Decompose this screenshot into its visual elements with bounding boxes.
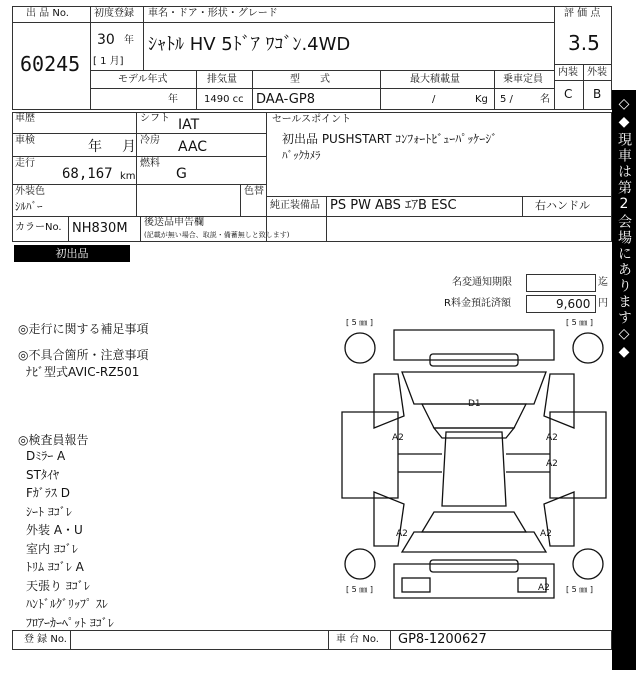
inspector-report-item: ｼｰﾄ ﾖｺﾞﾚ [26,504,72,519]
damage-mark-rear-bumper: A2 [538,583,550,593]
right-fender [544,374,574,428]
steering-value: 右ハンドル [535,199,590,212]
recycle-fee-unit: 円 [598,298,608,309]
chassis-number-label: 車 台 No. [336,634,379,645]
model-type-label: 型 式 [290,74,330,85]
registration-number-label: 登 録 No. [24,634,67,645]
capacity-value: 5 / [500,94,513,105]
lot-number: 60245 [20,52,81,76]
recycle-fee-amount: 9,600 [556,297,591,311]
exterior-label: 外装 [587,67,607,78]
left-fender [374,374,404,428]
body-left-side [342,412,398,498]
car-name: ｼｬﾄﾙ HV 5ﾄﾞｱ ﾜｺﾞﾝ.4WD [148,34,351,55]
tire-depth-bottom-right: [ 5 ㎜ ] [566,585,593,594]
defects-title: ◎不具合箇所・注意事項 [18,348,149,362]
exterior-color-value: ｼﾙﾊﾞｰ [15,200,43,213]
max-load-label: 最大積載量 [410,74,460,85]
fuel-value: G [176,166,187,182]
venue-sidebar-text [612,96,636,362]
inspector-report-item: ﾌﾛｱｰｶｰﾍﾟｯﾄ ﾖｺﾞﾚ [26,615,114,630]
mileage-unit: km [120,171,136,182]
interior-grade: C [564,87,573,101]
sidebar-message: 現車は第2会場にあります [616,132,632,326]
fuel-label: 燃料 [140,158,160,169]
rear-bumper [394,564,554,598]
score-value: 3.5 [568,31,600,55]
inspector-report-item: Dﾐﾗｰ A [26,449,66,463]
displacement-label: 排気量 [207,74,237,85]
damage-mark-roof: D1 [468,399,481,409]
color-number-value: NH830M [72,221,128,236]
first-registration-month: [ 1 月] [93,56,124,67]
chassis-number-value: GP8-1200627 [398,632,487,647]
inspection-month: 月 [122,139,136,155]
equipment-items: PS PW ABS ｴｱB ESC [330,198,457,213]
tire-front-right [573,333,603,363]
equipment-label: 純正装備品 [270,200,320,211]
damage-mark-rear-left: A2 [396,529,408,539]
mileage-value: 68,167 [62,166,113,182]
first-listing-tag: 初出品 [14,245,130,262]
front-bumper [394,330,554,360]
tire-front-left [345,333,375,363]
exterior-color-label: 外装色 [15,186,45,197]
inspector-report-item: ﾊﾝﾄﾞﾙｸﾞﾘｯﾌﾟ ｽﾚ [26,597,108,611]
footer-box [12,630,612,650]
tire-rear-right [573,549,603,579]
model-year-unit: 年 [168,94,178,105]
sidebar-bottom-marks: ◇◆ [616,326,632,362]
inspection-year: 年 [88,139,102,155]
inspector-report-item: 外装 A・U [26,523,83,537]
inspector-report-item: ﾄﾘﾑ ﾖｺﾞﾚ A [26,560,84,574]
roof [442,432,506,506]
body-right-side [550,412,606,498]
score-label: 評 価 点 [564,8,601,19]
transfer-deadline-box [526,274,596,292]
capacity-unit: 名 [540,94,550,105]
tire-rear-left [345,549,375,579]
venue-sidebar [612,90,636,670]
damage-mark-right-front-door: A2 [546,433,558,443]
max-load-unit: Kg [475,94,488,105]
max-load-value: / [432,94,436,105]
inspection-label: 車検 [15,135,35,146]
car-damage-diagram [338,316,610,628]
history-label: 車歴 [15,113,35,124]
sales-point-label: セールスポイント [272,114,352,125]
rear-window [422,512,526,532]
tire-depth-bottom-left: [ 5 ㎜ ] [346,585,373,594]
transfer-deadline-label: 名変通知期限 [452,277,512,288]
lot-label: 出 品 No. [26,8,69,19]
damage-mark-right-rear-door: A2 [546,459,558,469]
capacity-label: 乗車定員 [503,74,543,85]
inspector-report-item: Fｶﾞﾗｽ D [26,486,70,500]
tire-depth-top-left: [ 5 ㎜ ] [346,318,373,327]
model-year-label: モデル年式 [118,74,168,85]
trunk [402,532,546,552]
sidebar-top-marks: ◇◆ [616,96,632,132]
displacement-value: 1490 cc [204,94,244,105]
exterior-grade: B [593,87,602,101]
first-registration-label: 初度登録 [94,8,134,19]
ac-value: AAC [178,139,208,155]
shift-label: シフト [140,113,170,124]
driving-notes-title: ◎走行に関する補足事項 [18,322,149,336]
registration-doc-label: 後送品申告欄 [144,217,204,228]
ac-label: 冷房 [140,135,160,146]
registration-doc-note: (記載が無い場合、取説・備蓄無しと致します) [144,231,290,239]
inspector-report-title: ◎検査員報告 [18,433,89,447]
inspector-report-item: 天張り ﾖｺﾞﾚ [26,578,90,593]
tire-depth-top-right: [ 5 ㎜ ] [566,318,593,327]
defects-line: ﾅﾋﾞ型式AVIC-RZ501 [26,365,140,379]
recycle-fee-label: R料金預託済額 [444,298,511,309]
first-registration-year: 30 [97,32,115,48]
first-registration-year-unit: 年 [124,35,134,46]
model-type-value: DAA-GP8 [256,92,315,107]
color-change-label: 色替 [244,186,264,197]
inspector-report-item: STﾀｲﾔ [26,467,59,482]
sales-point-line2: ﾊﾞｯｸｶﾒﾗ [282,149,321,162]
mileage-label: 走行 [15,158,35,169]
transfer-deadline-unit: 迄 [598,277,608,288]
damage-mark-rear-right: A2 [540,529,552,539]
sales-point-line1: 初出品 PUSHSTART ｺﾝﾌｫｰﾄﾋﾞｭｰﾊﾟｯｹｰｼﾞ [282,132,498,146]
car-name-label: 車名・ドア・形状・グレード [148,8,278,19]
interior-label: 内装 [558,67,578,78]
shift-value: IAT [178,117,200,133]
inspector-report-item: 室内 ﾖｺﾞﾚ [26,541,78,556]
color-number-label: カラーNo. [15,222,62,233]
damage-mark-left-front-door: A2 [392,433,404,443]
